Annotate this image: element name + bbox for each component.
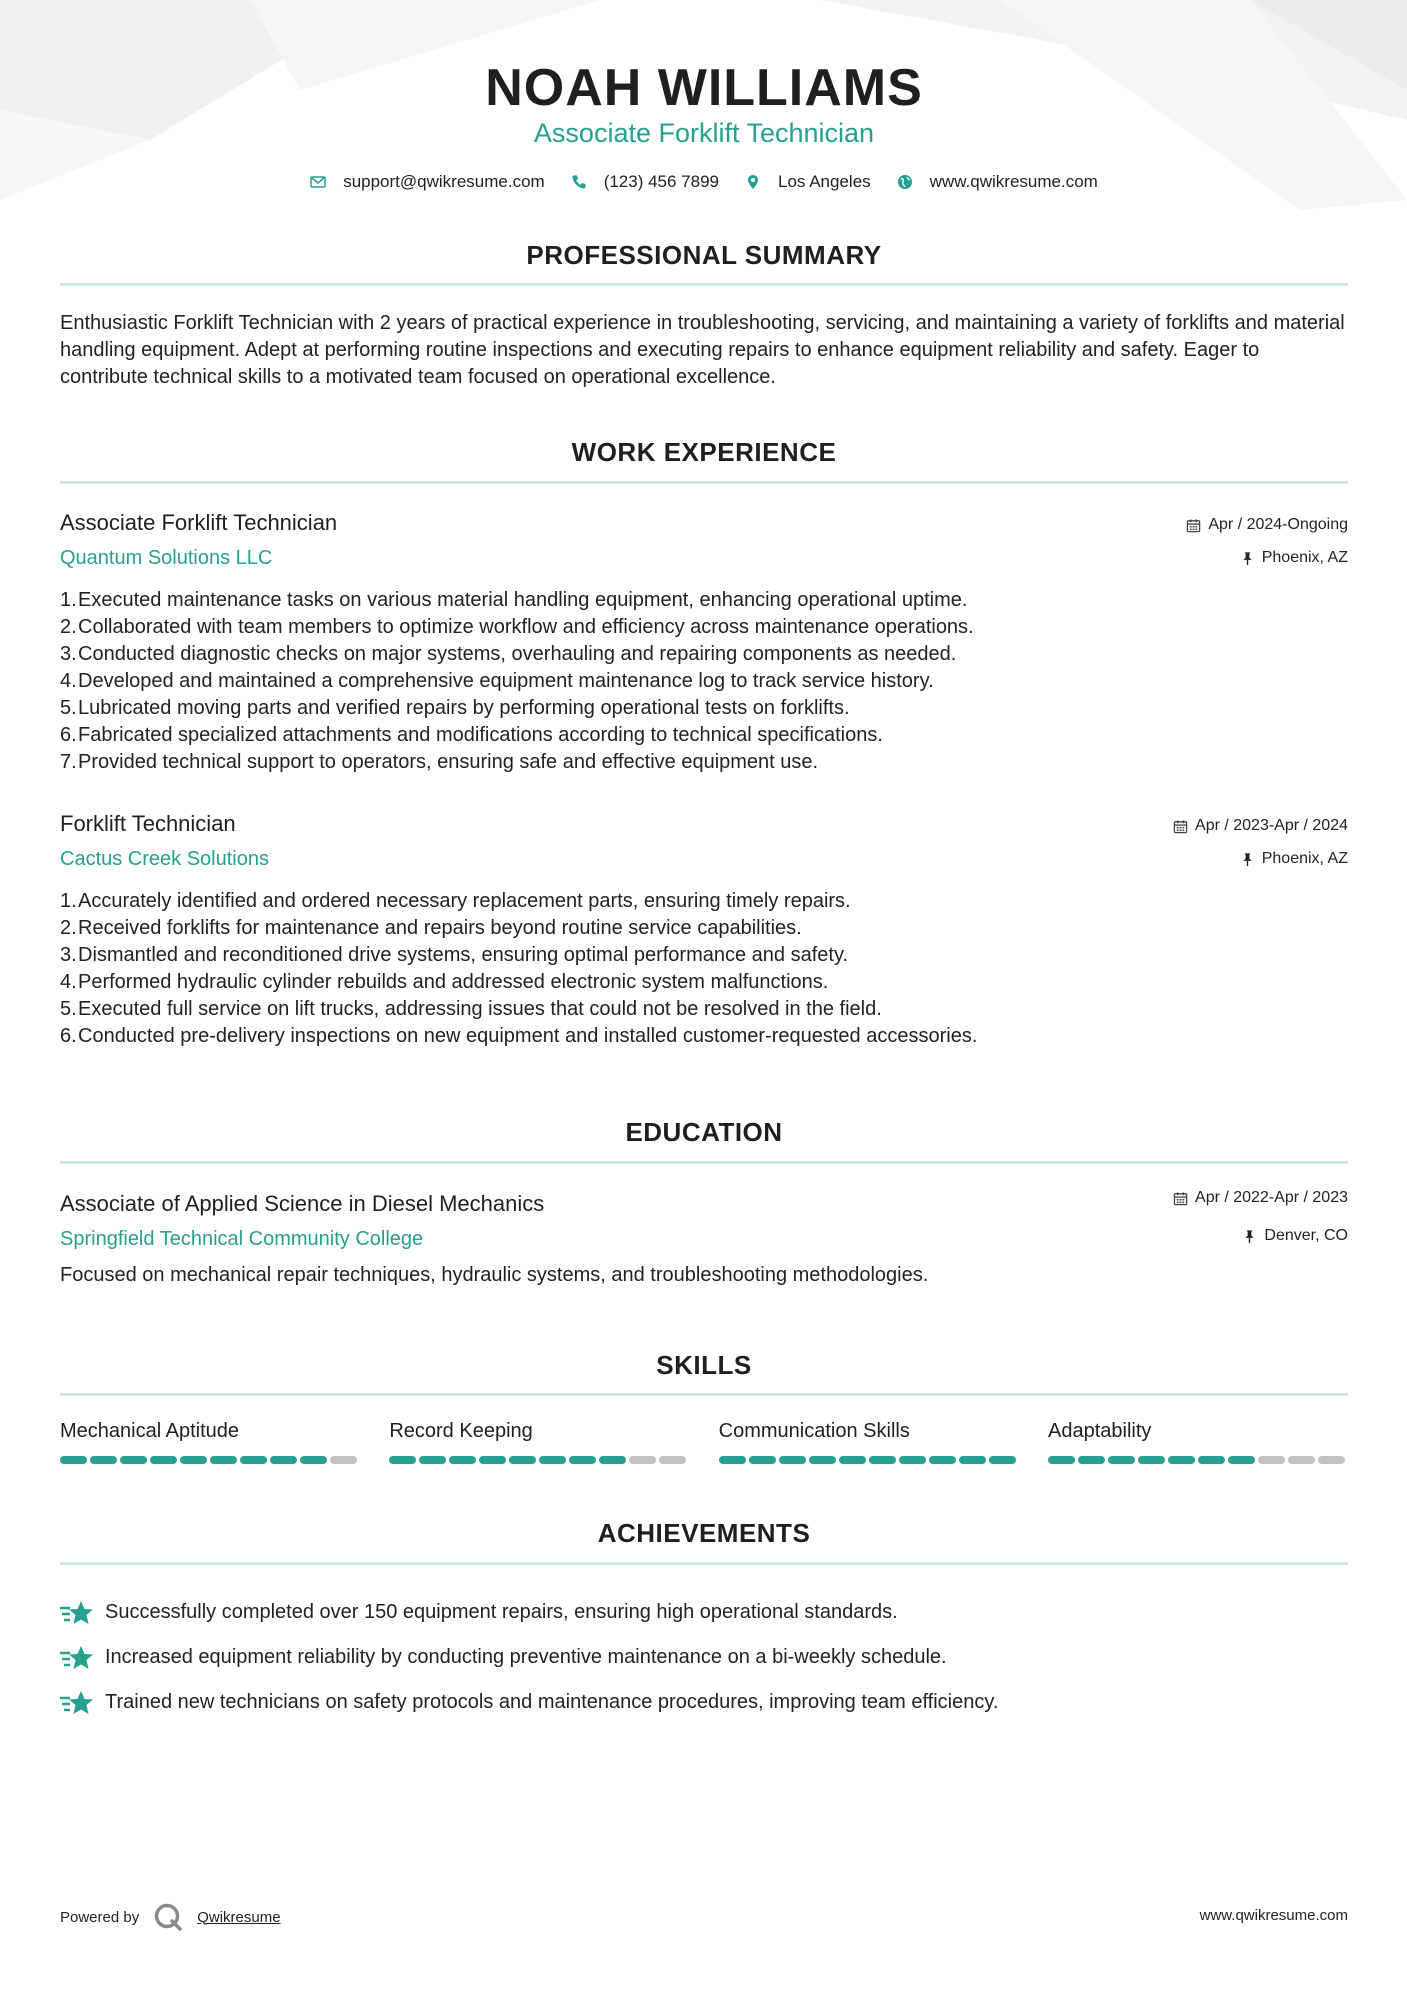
job-location-text: Phoenix, AZ — [1261, 850, 1348, 867]
achievements-list — [60, 1590, 1348, 1725]
job-title: Forklift Technician — [60, 811, 236, 836]
rating-dot-filled — [809, 1456, 836, 1464]
education-location — [1242, 1227, 1348, 1245]
rating-dot-filled — [1108, 1456, 1135, 1464]
skill-name: Communication Skills — [718, 1420, 910, 1442]
list-item: 7. Provided technical support to operators, ensuring safe and effective equipment use. — [60, 751, 819, 773]
summary-divider — [60, 283, 1348, 286]
list-item: 1. Executed maintenance tasks on various material handling equipment, enhancing operational uptime. — [60, 589, 968, 611]
pushpin-icon — [1242, 1229, 1257, 1244]
rating-dot-filled — [1228, 1456, 1255, 1464]
rating-dot-filled — [599, 1456, 626, 1464]
experience-heading: WORK EXPERIENCE — [571, 437, 837, 467]
rating-dot-filled — [1078, 1456, 1105, 1464]
star-icon — [60, 1643, 94, 1673]
list-item: 5. Lubricated moving parts and verified repairs by performing operational tests on forklifts. — [60, 697, 850, 719]
pushpin-icon — [1240, 551, 1255, 566]
list-item: 5. Executed full service on lift trucks, addressing issues that could not be resolved in the field. — [60, 998, 882, 1020]
rating-dot-filled — [1198, 1456, 1225, 1464]
star-icon — [60, 1598, 94, 1628]
rating-dot-empty — [629, 1456, 656, 1464]
pushpin-icon — [1240, 852, 1255, 867]
achievement-item — [60, 1635, 1348, 1680]
rating-dot-empty — [330, 1456, 357, 1464]
candidate-name: NOAH WILLIAMS — [485, 59, 923, 117]
job-location — [1240, 850, 1348, 868]
footer-powered-by — [60, 1902, 281, 1932]
summary-text: Enthusiastic Forklift Technician with 2 years of practical experience in troubleshooting, servicing, and maintaining a variety of forklifts and material handling equipment. Adept at performing routine inspections and executing repairs to enhance equipment reliability and safety. Eager to contribute technical skills to a motivated team focused on operational excellence. — [60, 312, 1345, 388]
calendar-icon — [1173, 1191, 1188, 1206]
rating-dot-filled — [270, 1456, 297, 1464]
list-item: 6. Fabricated specialized attachments and modifications according to technical specifications. — [60, 724, 883, 746]
achievement-text: Increased equipment reliability by conducting preventive maintenance on a bi-weekly schedule. — [105, 1646, 947, 1668]
skills-list — [60, 1420, 1348, 1464]
skills-divider — [60, 1393, 1348, 1396]
rating-dot-filled — [509, 1456, 536, 1464]
candidate-title: Associate Forklift Technician — [533, 118, 875, 148]
contact-location-text: Los Angeles — [778, 172, 871, 191]
rating-dot-filled — [869, 1456, 896, 1464]
calendar-icon — [1173, 819, 1188, 834]
rating-dot-filled — [449, 1456, 476, 1464]
contact-website[interactable] — [897, 172, 1098, 192]
education-degree: Associate of Applied Science in Diesel Mechanics — [60, 1191, 545, 1216]
skill-rating — [389, 1456, 689, 1464]
rating-dot-filled — [779, 1456, 806, 1464]
achievements-divider — [60, 1562, 1348, 1565]
list-item: 4. Developed and maintained a comprehensive equipment maintenance log to track service history. — [60, 670, 934, 692]
contact-email[interactable] — [310, 172, 545, 192]
achievement-item — [60, 1680, 1348, 1725]
rating-dot-filled — [90, 1456, 117, 1464]
rating-dot-filled — [989, 1456, 1016, 1464]
rating-dot-empty — [659, 1456, 686, 1464]
summary-heading: PROFESSIONAL SUMMARY — [526, 240, 882, 270]
achievements-heading: ACHIEVEMENTS — [597, 1518, 811, 1548]
rating-dot-filled — [539, 1456, 566, 1464]
list-item: 2. Received forklifts for maintenance and repairs beyond routine service capabilities. — [60, 917, 802, 939]
education-location-text: Denver, CO — [1264, 1227, 1348, 1244]
rating-dot-filled — [959, 1456, 986, 1464]
star-icon — [60, 1688, 94, 1718]
rating-dot-filled — [389, 1456, 416, 1464]
skill-item — [389, 1420, 689, 1464]
education-dates-text: Apr / 2022-Apr / 2023 — [1195, 1189, 1348, 1206]
achievement-item — [60, 1590, 1348, 1635]
list-item: 4. Performed hydraulic cylinder rebuilds and addressed electronic system malfunctions. — [60, 971, 829, 993]
rating-dot-empty — [1258, 1456, 1285, 1464]
skill-item — [1048, 1420, 1348, 1464]
rating-dot-empty — [1318, 1456, 1345, 1464]
rating-dot-filled — [180, 1456, 207, 1464]
list-item: 2. Collaborated with team members to optimize workflow and efficiency across maintenance operations. — [60, 616, 974, 638]
job-duties-list — [60, 587, 1348, 776]
job-company: Cactus Creek Solutions — [60, 848, 269, 870]
list-item: 3. Dismantled and reconditioned drive systems, ensuring optimal performance and safety. — [60, 944, 849, 966]
rating-dot-filled — [210, 1456, 237, 1464]
rating-dot-filled — [569, 1456, 596, 1464]
rating-dot-filled — [300, 1456, 327, 1464]
skill-name: Adaptability — [1047, 1420, 1152, 1442]
contact-phone-text: (123) 456 7899 — [603, 172, 720, 191]
rating-dot-filled — [899, 1456, 926, 1464]
skill-rating — [60, 1456, 360, 1464]
rating-dot-filled — [1048, 1456, 1075, 1464]
rating-dot-filled — [719, 1456, 746, 1464]
job-title: Associate Forklift Technician — [60, 510, 338, 535]
skill-name: Record Keeping — [389, 1420, 533, 1442]
contact-email-text: support@qwikresume.com — [343, 172, 545, 191]
skills-heading: SKILLS — [656, 1350, 752, 1380]
rating-dot-filled — [1168, 1456, 1195, 1464]
qwikresume-link[interactable]: Qwikresume — [197, 1908, 281, 1926]
list-item: 1. Accurately identified and ordered necessary replacement parts, ensuring timely repairs. — [60, 890, 851, 912]
map-pin-icon — [745, 174, 761, 190]
rating-dot-filled — [929, 1456, 956, 1464]
rating-dot-filled — [240, 1456, 267, 1464]
rating-dot-filled — [839, 1456, 866, 1464]
rating-dot-filled — [120, 1456, 147, 1464]
education-heading: EDUCATION — [625, 1117, 783, 1147]
rating-dot-filled — [150, 1456, 177, 1464]
achievement-text: Successfully completed over 150 equipment repairs, ensuring high operational standards. — [105, 1601, 898, 1623]
skill-rating — [1048, 1456, 1348, 1464]
contact-phone[interactable] — [571, 172, 719, 192]
rating-dot-filled — [749, 1456, 776, 1464]
rating-dot-filled — [479, 1456, 506, 1464]
skill-rating — [719, 1456, 1019, 1464]
qwikresume-logo-icon — [153, 1902, 183, 1932]
job-dates-text: Apr / 2023-Apr / 2024 — [1195, 817, 1348, 834]
skill-item — [719, 1420, 1019, 1464]
rating-dot-filled — [419, 1456, 446, 1464]
footer-website[interactable]: www.qwikresume.com — [1199, 1907, 1348, 1924]
calendar-icon — [1186, 518, 1201, 533]
list-item: 6. Conducted pre-delivery inspections on new equipment and installed customer-requested accessories. — [60, 1025, 978, 1047]
education-school: Springfield Technical Community College — [60, 1228, 424, 1250]
globe-icon — [897, 174, 913, 190]
job-dates — [1186, 516, 1348, 534]
contact-website-text: www.qwikresume.com — [929, 172, 1098, 191]
experience-divider — [60, 481, 1348, 484]
rating-dot-filled — [1138, 1456, 1165, 1464]
education-dates — [1173, 1189, 1348, 1207]
phone-icon — [571, 174, 587, 190]
job-location-text: Phoenix, AZ — [1261, 549, 1348, 566]
job-dates — [1173, 817, 1348, 835]
contact-location — [745, 172, 871, 192]
skill-item — [60, 1420, 360, 1464]
rating-dot-empty — [1288, 1456, 1315, 1464]
education-divider — [60, 1161, 1348, 1164]
job-company: Quantum Solutions LLC — [60, 547, 273, 569]
list-item: 3. Conducted diagnostic checks on major systems, overhauling and repairing components as needed. — [60, 643, 957, 665]
contact-bar — [60, 172, 1348, 192]
job-duties-list — [60, 888, 1348, 1050]
job-dates-text: Apr / 2024-Ongoing — [1208, 516, 1348, 533]
envelope-icon — [310, 174, 326, 190]
skill-name: Mechanical Aptitude — [60, 1420, 240, 1442]
education-description: Focused on mechanical repair techniques, hydraulic systems, and troubleshooting methodologies. — [60, 1264, 929, 1286]
rating-dot-filled — [60, 1456, 87, 1464]
powered-by-label: Powered by — [60, 1908, 140, 1926]
job-location — [1240, 549, 1348, 567]
achievement-text: Trained new technicians on safety protocols and maintenance procedures, improving team efficiency. — [105, 1691, 999, 1713]
